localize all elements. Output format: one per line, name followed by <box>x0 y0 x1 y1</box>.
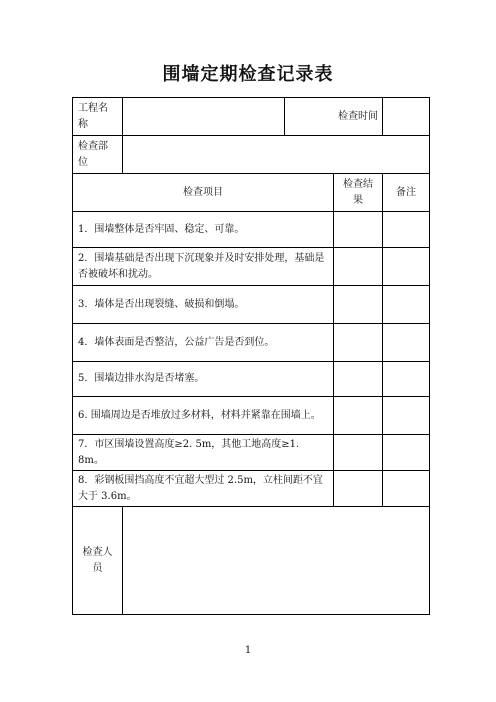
inspection-form <box>72 97 430 615</box>
check-note-cell[interactable] <box>383 324 430 362</box>
check-result-cell[interactable] <box>334 362 383 397</box>
inspection-area-label: 检查部位 <box>73 136 123 174</box>
inspector-field[interactable] <box>123 507 430 615</box>
header-item: 检查项目 <box>73 174 334 212</box>
check-item-text: 8．彩钢板围挡高度不宜超大型过 2.5m，立柱间距不宜大于 3.6m。 <box>73 471 334 507</box>
document-title: 围墙定期检查记录表 <box>162 64 334 85</box>
table-row <box>73 471 430 507</box>
check-result-cell[interactable] <box>334 212 383 248</box>
check-result-cell[interactable] <box>334 435 383 471</box>
check-result-cell[interactable] <box>334 286 383 324</box>
check-note-cell[interactable] <box>383 397 430 435</box>
check-result-cell[interactable] <box>334 397 383 435</box>
project-row <box>73 98 430 136</box>
table-row <box>73 248 430 286</box>
check-item-text: 1．围墙整体是否牢固、稳定、可靠。 <box>73 212 334 248</box>
header-note: 备注 <box>383 174 430 212</box>
inspection-area-field[interactable] <box>123 136 430 174</box>
project-name-label: 工程名称 <box>73 98 123 136</box>
header-row <box>73 174 430 212</box>
check-item-text: 6. 围墙周边是否堆放过多材料，材料并紧靠在围墙上。 <box>73 397 334 435</box>
table-row <box>73 324 430 362</box>
check-item-text: 3．墙体是否出现裂缝、破损和倒塌。 <box>73 286 334 324</box>
check-item-text: 7．市区围墙设置高度≥2. 5m，其他工地高度≥1. 8m。 <box>73 435 334 471</box>
check-note-cell[interactable] <box>383 248 430 286</box>
check-item-text: 2．围墙基础是否出现下沉现象并及时安排处理，基础是否被破坏和扰动。 <box>73 248 334 286</box>
check-item-text: 4．墙体表面是否整洁，公益广告是否到位。 <box>73 324 334 362</box>
inspector-row <box>73 507 430 615</box>
table-row <box>73 397 430 435</box>
inspector-label: 检查人员 <box>73 507 123 615</box>
check-note-cell[interactable] <box>383 471 430 507</box>
inspection-time-field[interactable] <box>383 98 430 136</box>
project-name-field[interactable] <box>123 98 285 136</box>
area-row <box>73 136 430 174</box>
table-row <box>73 435 430 471</box>
check-note-cell[interactable] <box>383 286 430 324</box>
check-note-cell[interactable] <box>383 435 430 471</box>
check-result-cell[interactable] <box>334 248 383 286</box>
table-row <box>73 362 430 397</box>
check-result-cell[interactable] <box>334 324 383 362</box>
page-number: 1 <box>244 645 252 656</box>
inspection-time-label: 检查时间 <box>285 98 383 136</box>
check-item-text: 5．围墙边排水沟是否堵塞。 <box>73 362 334 397</box>
header-result: 检查结果 <box>334 174 383 212</box>
check-note-cell[interactable] <box>383 362 430 397</box>
table-row <box>73 212 430 248</box>
check-note-cell[interactable] <box>383 212 430 248</box>
table-row <box>73 286 430 324</box>
check-result-cell[interactable] <box>334 471 383 507</box>
